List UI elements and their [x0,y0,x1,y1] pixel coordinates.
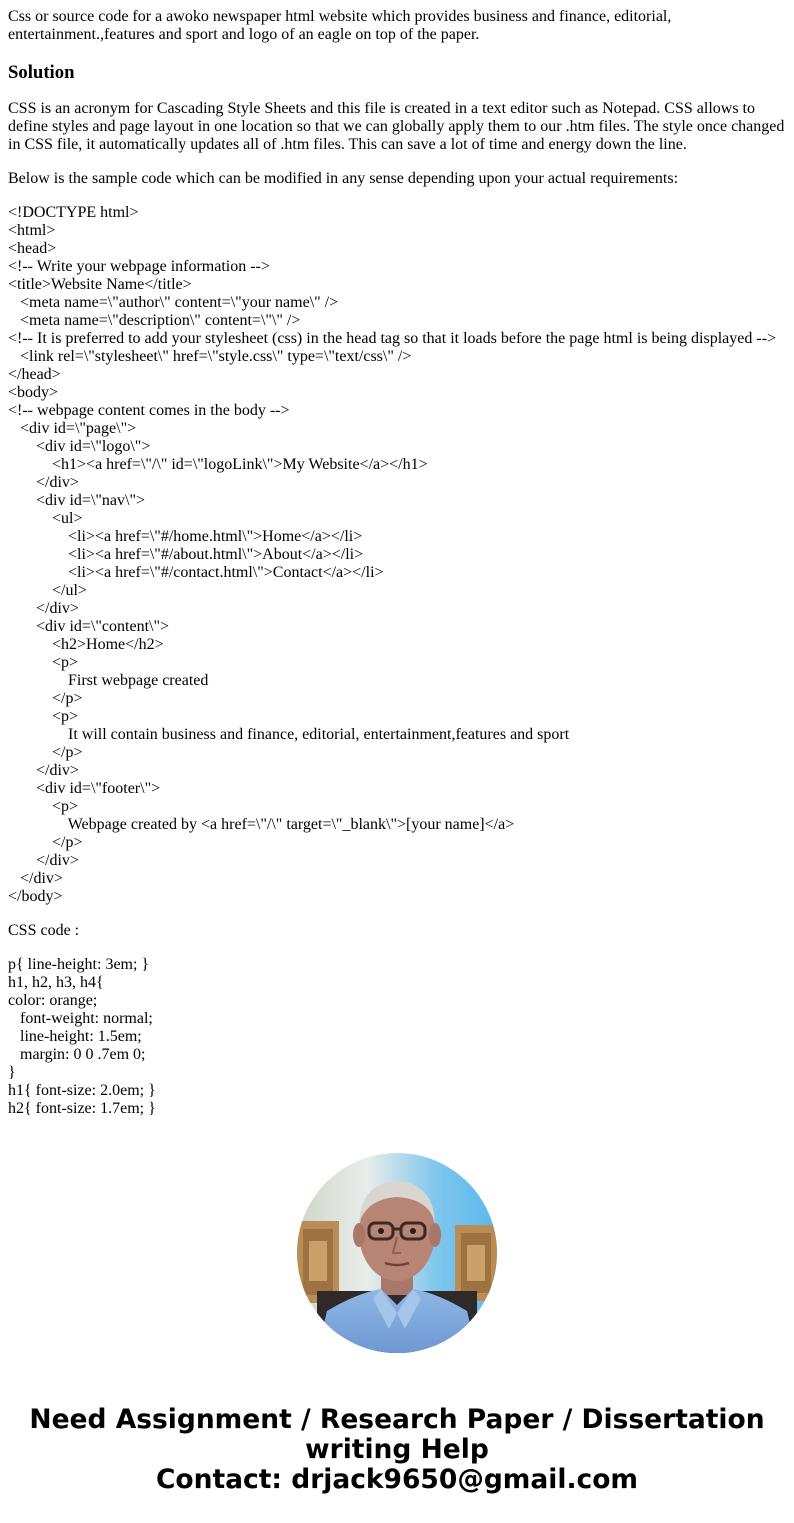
css-code-line: p{ line-height: 3em; } [8,956,150,973]
html-code-line: </div> [8,852,79,869]
html-code-line: <li><a href=\"#/home.html\">Home</a></li> [8,528,363,545]
css-code-line: color: orange; [8,992,98,1009]
html-code-line: <link rel=\"stylesheet\" href=\"style.css\" type=\"text/css\" /> [8,348,412,365]
html-code-line: <ul> [8,510,83,527]
css-code-line: font-weight: normal; [8,1010,153,1027]
css-code-block [8,956,786,1118]
html-code-line: </div> [8,870,63,887]
html-code-line: <title>Website Name</title> [8,276,192,293]
html-code-line: <div id=\"logo\"> [8,438,151,455]
html-code-line: <li><a href=\"#/contact.html\">Contact</a></li> [8,564,384,581]
css-code-line: margin: 0 0 .7em 0; [8,1046,146,1063]
banner-line-2: writing Help [305,1434,489,1465]
promo-banner [0,1405,794,1495]
html-code-line: <!-- webpage content comes in the body --> [8,402,290,419]
solution-heading: Solution [8,62,75,83]
html-code-block [8,204,786,906]
html-code-line: <html> [8,222,56,239]
question-text: Css or source code for a awoko newspaper html website which provides business and finance, editorial, entertainment.,features and sport and logo of an eagle on top of the paper. [8,8,672,43]
author-photo [297,1153,497,1353]
css-label: CSS code : [8,922,80,939]
html-code-line: </body> [8,888,63,905]
html-code-line: <h2>Home</h2> [8,636,164,653]
html-code-line: <meta name=\"description\" content=\"\" /> [8,312,301,329]
html-code-line: <meta name=\"author\" content=\"your name\" /> [8,294,339,311]
html-code-line: <!DOCTYPE html> [8,204,139,221]
html-code-line: </div> [8,474,79,491]
author-avatar [297,1153,497,1353]
html-code-line: First webpage created [8,672,209,689]
html-code-line: <!-- Write your webpage information --> [8,258,270,275]
html-code-line: <div id=\"nav\"> [8,492,146,509]
html-code-line: </div> [8,762,79,779]
css-code-line: line-height: 1.5em; [8,1028,142,1045]
sample-intro: Below is the sample code which can be modified in any sense depending upon your actual requirements: [8,170,679,187]
html-code-line: </div> [8,600,79,617]
css-code-line: h2{ font-size: 1.7em; } [8,1100,156,1117]
html-code-line: <!-- It is preferred to add your stylesheet (css) in the head tag so that it loads before the page html is being displayed --> [8,330,777,347]
html-code-line: </p> [8,744,83,761]
html-code-line: Webpage created by <a href=\"/\" target=\"_blank\">[your name]</a> [8,816,515,833]
html-code-line: </ul> [8,582,87,599]
html-code-line: </p> [8,834,83,851]
html-code-line: <head> [8,240,57,257]
html-code-line: <p> [8,654,79,671]
banner-contact: Contact: drjack9650@gmail.com [155,1464,639,1495]
html-code-line: <p> [8,798,79,815]
html-code-line: <body> [8,384,59,401]
css-code-line: } [8,1064,16,1081]
css-code-line: h1, h2, h3, h4{ [8,974,104,991]
html-code-line: <div id=\"content\"> [8,618,170,635]
css-code-line: h1{ font-size: 2.0em; } [8,1082,156,1099]
html-code-line: It will contain business and finance, editorial, entertainment,features and sport [8,726,570,743]
html-code-line: <div id=\"page\"> [8,420,137,437]
html-code-line: </p> [8,690,83,707]
intro-paragraph: CSS is an acronym for Cascading Style Sheets and this file is created in a text editor such as Notepad. CSS allows to define styles and page layout in one location so that we can globally apply them to our .htm files. The style once changed in CSS file, it automatically updates all of .htm files. This can save a lot of time and energy down the line. [8,100,785,153]
html-code-line: <li><a href=\"#/about.html\">About</a></li> [8,546,364,563]
banner-line-1: Need Assignment / Research Paper / Dissertation [29,1404,765,1435]
html-code-line: </head> [8,366,61,383]
html-code-line: <p> [8,708,79,725]
html-code-line: <h1><a href=\"/\" id=\"logoLink\">My Website</a></h1> [8,456,428,473]
html-code-line: <div id=\"footer\"> [8,780,161,797]
